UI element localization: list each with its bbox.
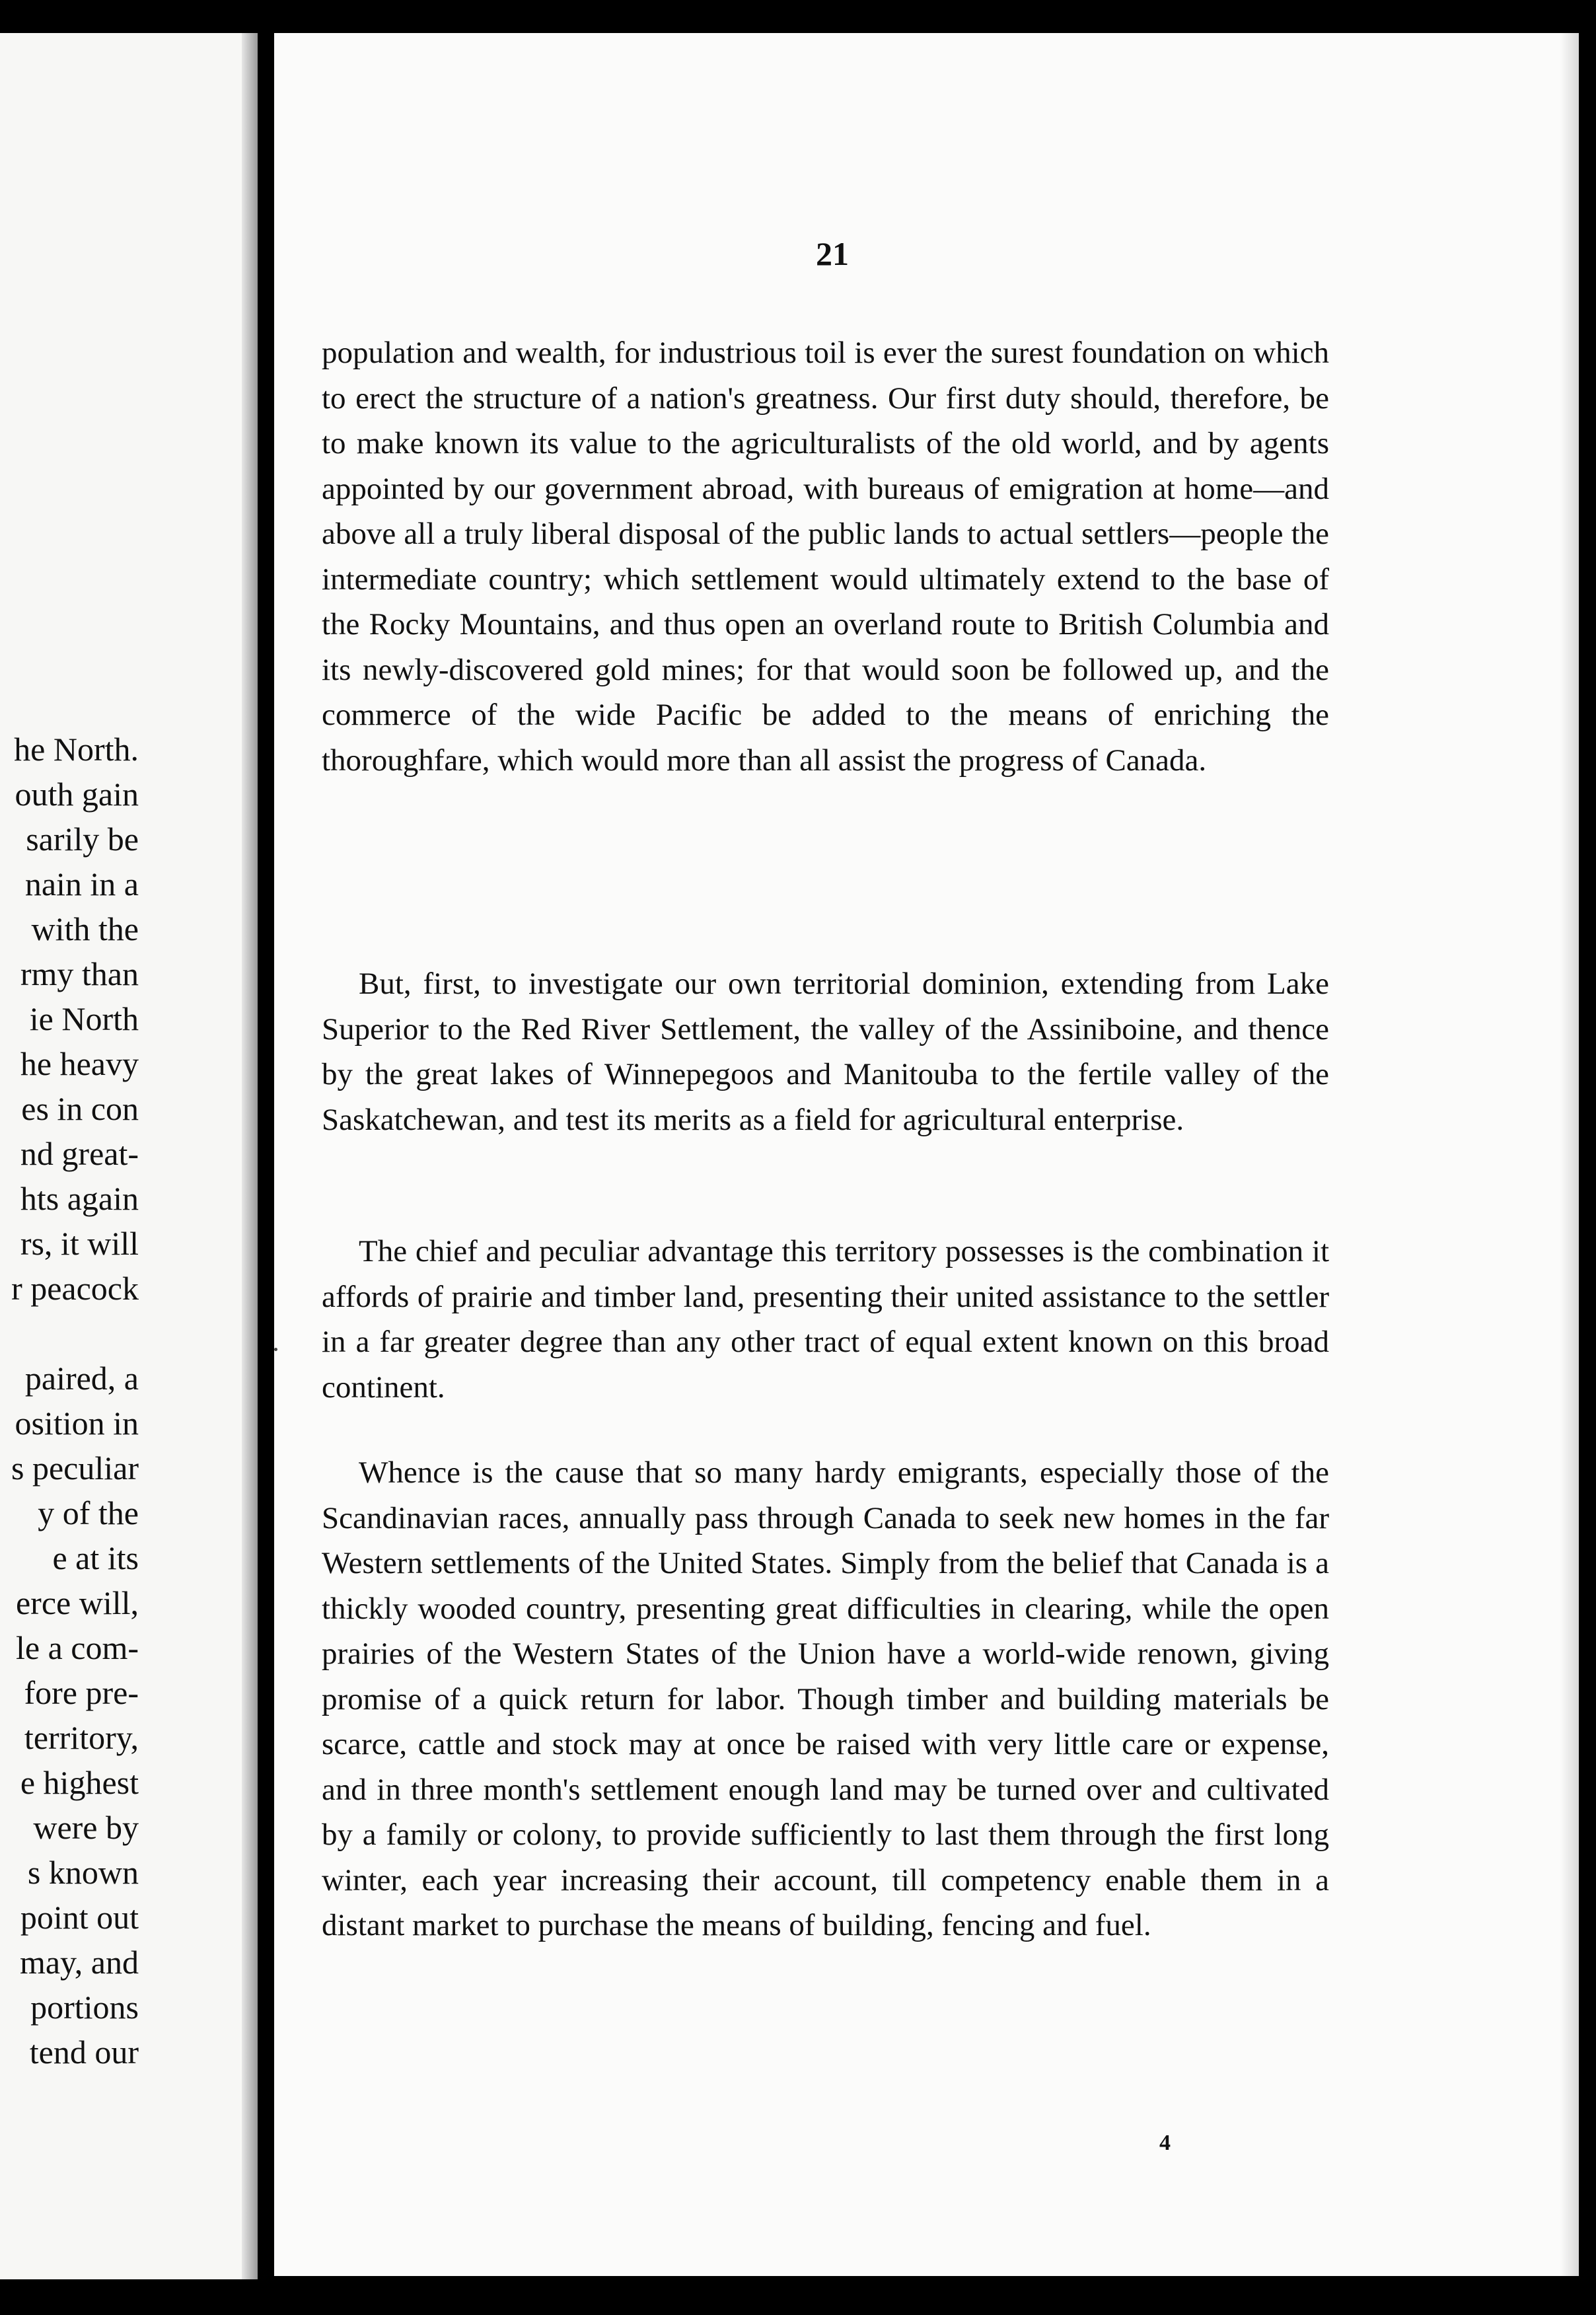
previous-page-text — [0, 727, 139, 2075]
previous-page-line: paired, a — [24, 1360, 139, 1397]
current-page — [274, 33, 1579, 2276]
previous-page-line: fore pre- — [24, 1674, 139, 1711]
previous-page-line: nd great- — [20, 1135, 139, 1172]
previous-page-strip — [0, 33, 258, 2279]
page-edge-shadow — [1560, 33, 1579, 2276]
previous-page-line: he heavy — [20, 1045, 139, 1082]
print-speck — [274, 1348, 277, 1351]
previous-page-gap — [0, 1311, 139, 1356]
previous-page-line: with the — [31, 910, 139, 947]
paragraph-continuation: population and wealth, for industrious toil is ever the surest foundation on which to erect the structure of a nation's greatness. Our first duty should, therefore, be to make known its value to the agriculturalists of the old world, and by agents appointed by our government abroad, with bureaus of emigration at home—and above all a truly liberal disposal of the public lands to actual settlers—people the intermediate country; which settlement would ultimately extend to the base of the Rocky Mountains, and thus open an overland route to British Columbia and its newly-discovered gold mines; for that would soon be followed up, and the commerce of the wide Pacific be added to the means of enriching the thoroughfare, which would more than all assist the progress of Canada. — [322, 336, 1329, 778]
previous-page-line: territory, — [24, 1719, 139, 1756]
gutter-shadow — [242, 33, 258, 2279]
previous-page-line: e highest — [20, 1764, 139, 1801]
previous-page-line: rmy than — [20, 955, 139, 992]
previous-page-line: r peacock — [11, 1270, 139, 1307]
previous-page-line: y of the — [38, 1494, 139, 1531]
previous-page-line: sarily be — [26, 821, 139, 858]
previous-page-line: point out — [20, 1899, 139, 1936]
signature-mark: 4 — [1159, 2131, 1171, 2155]
paragraph-emigrants: Whence is the cause that so many hardy emigrants, especially those of the Scandinavian races, annually pass through Canada to seek new homes in the far Western settlements of the United States. Simply from the belief that Canada is a thickly wooded country, presenting great difficulties in clearing, while the open prairies of the Western States of the Union have a world-wide renown, giving promise of a quick return for labor. Though timber and building materials be scarce, cattle and stock may at once be raised with very little care or expense, and in three month's settlement enough land may be turned over and cultivated by a family or colony, to provide sufficiently to last them through the first long winter, each year increasing their account, till competency enable them in a distant market to purchase the means of building, fencing and fuel. — [322, 1455, 1329, 1942]
previous-page-line: e at its — [52, 1539, 139, 1576]
previous-page-line: outh gain — [15, 776, 139, 813]
page-number: 21 — [816, 235, 849, 272]
previous-page-line: es in con — [21, 1090, 139, 1127]
paragraph-territorial-dominion: But, first, to investigate our own territorial dominion, extending from Lake Superior to the Red River Settlement, the valley of the Assiniboine, and thence by the great lakes of Winnepegoos and Manitouba to the fertile valley of the Saskatchewan, and test its merits as a field for agricultural enterprise. — [322, 967, 1329, 1137]
previous-page-line: he North. — [14, 731, 139, 768]
previous-page-line: erce will, — [15, 1584, 139, 1621]
previous-page-line: portions — [30, 1989, 139, 2026]
previous-page-line: ie North — [29, 1000, 139, 1037]
previous-page-line: s peculiar — [11, 1450, 139, 1487]
previous-page-line: s known — [27, 1854, 139, 1891]
previous-page-line: were by — [33, 1809, 139, 1846]
previous-page-line: rs, it will — [20, 1225, 139, 1262]
previous-page-line: hts again — [20, 1180, 139, 1217]
paragraph-prairie-and-timber: The chief and peculiar advantage this territory possesses is the combination it affords of prairie and timber land, presenting their united assistance to the settler in a far greater degree than any other tract of equal extent known on this broad continent. — [322, 1234, 1329, 1405]
previous-page-line: le a com- — [15, 1629, 139, 1666]
previous-page-line: osition in — [15, 1405, 139, 1442]
previous-page-line: tend our — [29, 2034, 139, 2071]
previous-page-line: may, and — [19, 1944, 139, 1981]
previous-page-line: nain in a — [24, 865, 139, 902]
